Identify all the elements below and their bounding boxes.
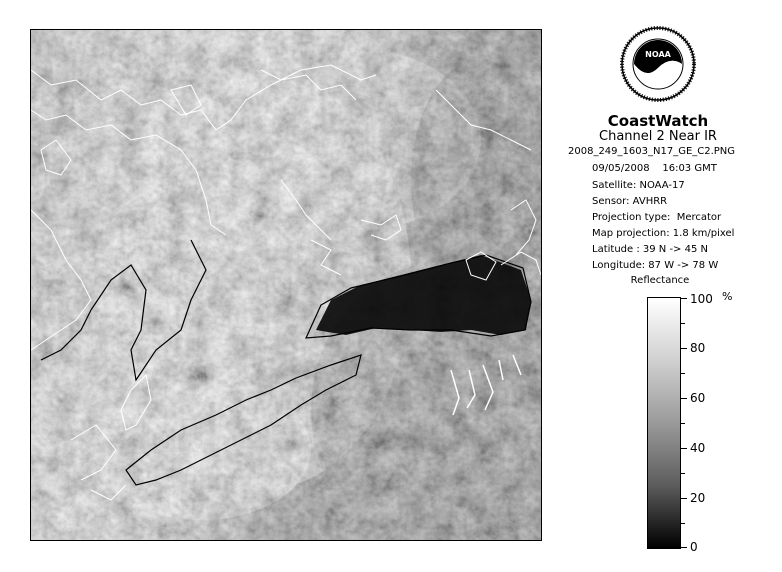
satellite-map: [30, 29, 542, 541]
satellite-text: Satellite: NOAA-17: [592, 180, 685, 191]
tick-label-80: 80: [690, 341, 706, 355]
colorbar-tick: [681, 398, 687, 399]
colorbar-tick: [681, 348, 687, 349]
brand-title: CoastWatch: [607, 112, 709, 130]
colorbar-tick: [681, 373, 685, 374]
colorbar-tick: [681, 498, 687, 499]
datetime-text: 09/05/2008 16:03 GMT: [592, 163, 717, 174]
colorbar-tick: [681, 298, 687, 299]
tick-label-0: 0: [690, 540, 698, 554]
tick-label-100: 100: [690, 292, 713, 306]
legend-unit: %: [722, 290, 733, 303]
filename-text: 2008_249_1603_N17_GE_C2.PNG: [568, 146, 736, 157]
longitude-text: Longitude: 87 W -> 78 W: [592, 260, 719, 271]
projection-type-text: Projection type: Mercator: [592, 212, 722, 223]
map-projection-text: Map projection: 1.8 km/pixel: [592, 228, 735, 239]
reflectance-colorbar: [647, 297, 681, 549]
colorbar-tick: [681, 547, 687, 548]
colorbar-tick: [681, 423, 685, 424]
latitude-text: Latitude : 39 N -> 45 N: [592, 244, 708, 255]
noaa-seal-icon: [620, 26, 696, 102]
channel-title: Channel 2 Near IR: [599, 129, 717, 144]
tick-label-40: 40: [690, 441, 706, 455]
tick-label-60: 60: [690, 391, 706, 405]
colorbar-tick: [681, 473, 685, 474]
tick-label-20: 20: [690, 491, 706, 505]
sensor-text: Sensor: AVHRR: [592, 196, 668, 207]
colorbar-tick: [681, 448, 687, 449]
noaa-logo: [620, 26, 696, 102]
legend-title: Reflectance: [630, 275, 690, 286]
logo-text: NOAA: [645, 50, 671, 59]
colorbar-tick: [681, 523, 685, 524]
colorbar-tick: [681, 323, 685, 324]
map-image: [31, 30, 542, 541]
